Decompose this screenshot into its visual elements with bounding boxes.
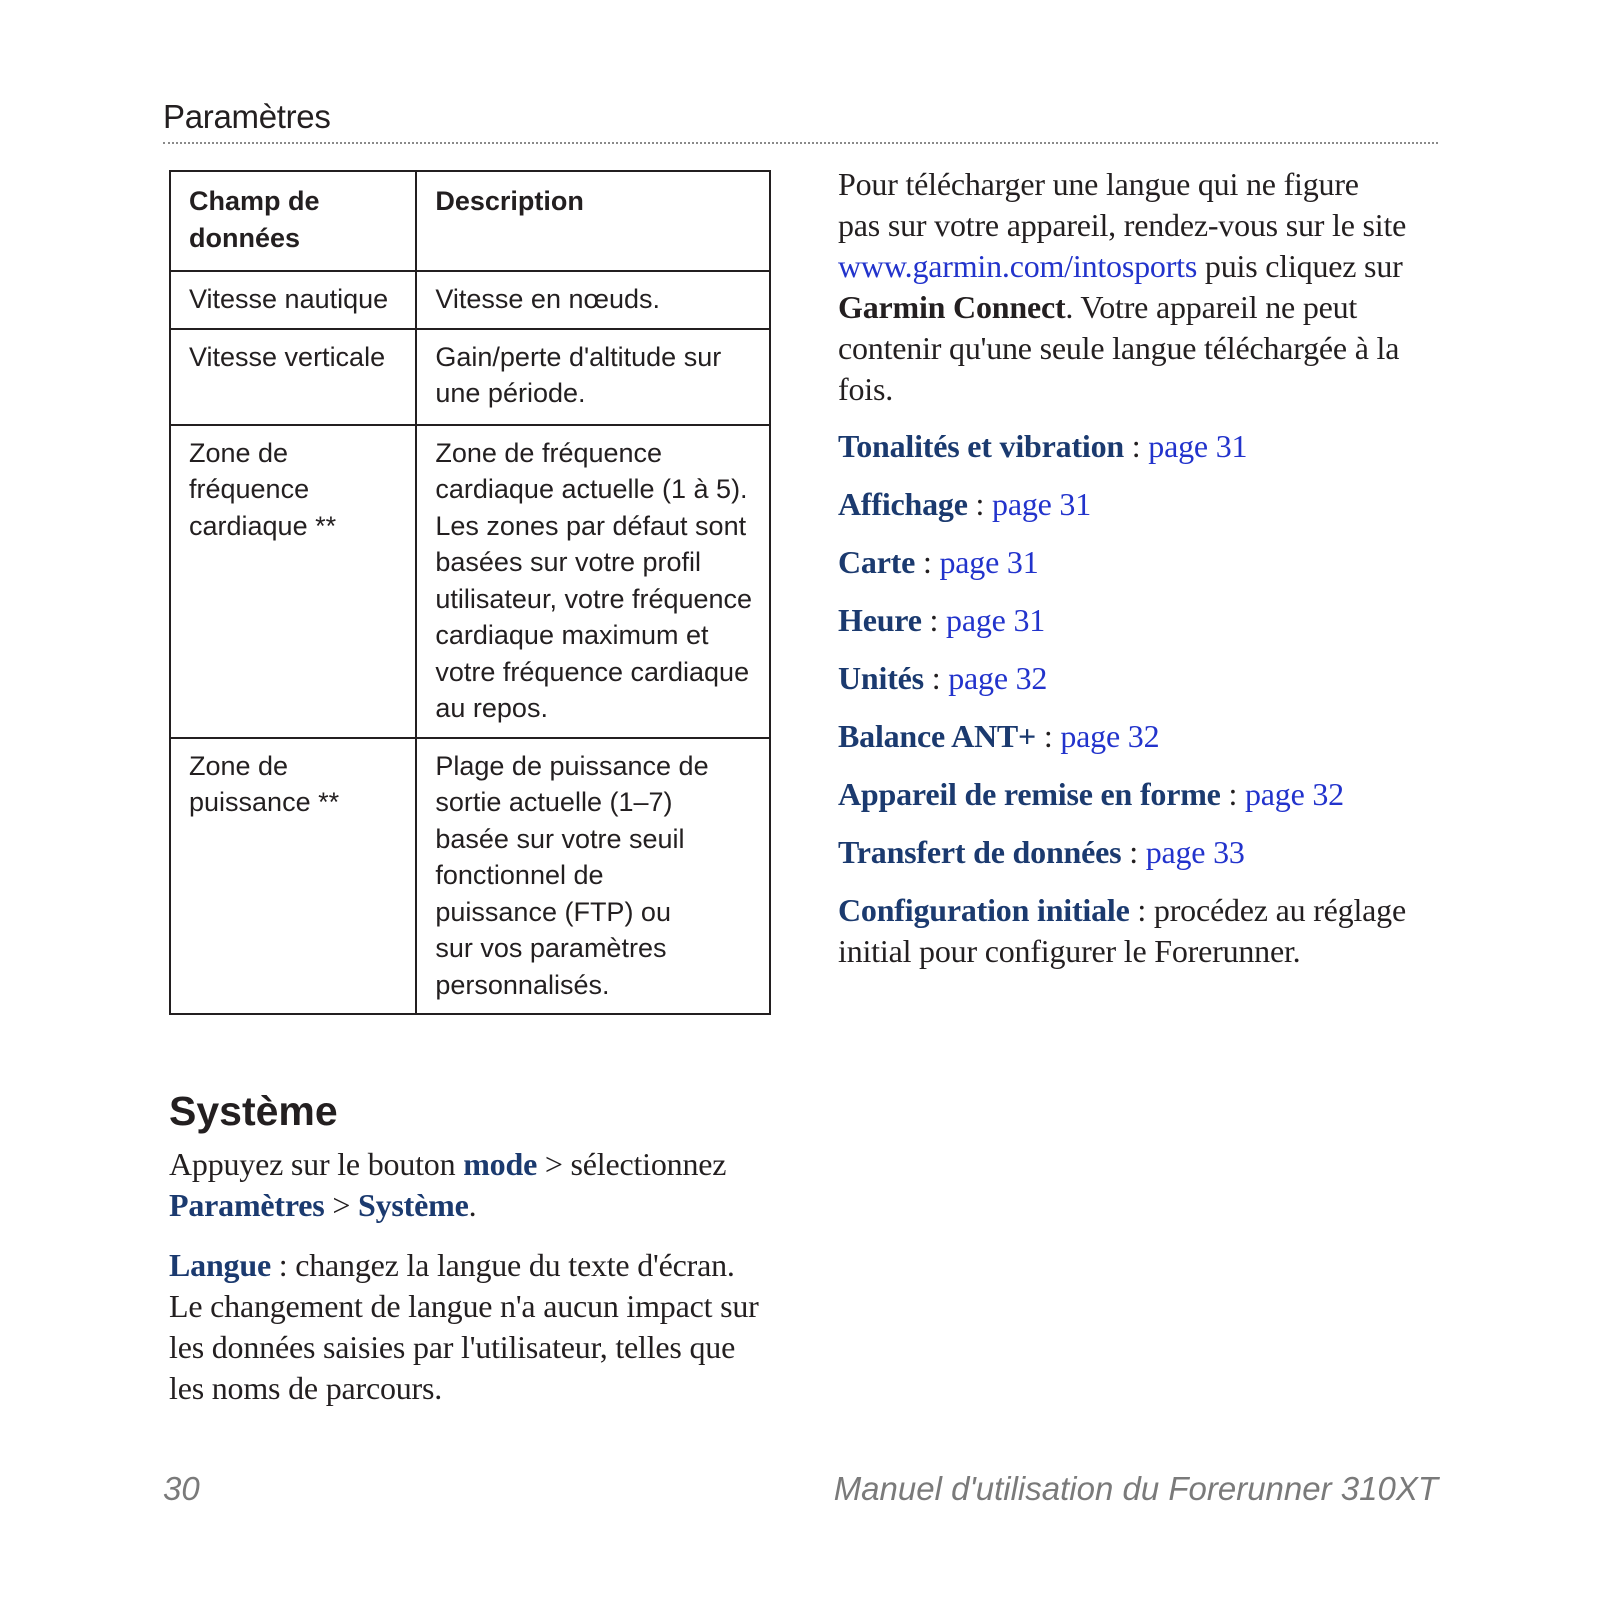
running-header: Paramètres	[163, 98, 331, 135]
download-text: . Votre appareil ne peut contenir qu'une seule langue téléchargée à la fois.	[838, 289, 1400, 407]
garmin-url-link[interactable]: www.garmin.com/intosports	[838, 248, 1198, 284]
config-paragraph	[838, 890, 1408, 972]
mode-button-ref: mode	[463, 1146, 538, 1182]
reference-separator: :	[915, 544, 940, 580]
page-number: 30	[163, 1470, 200, 1507]
reference-separator: :	[1036, 718, 1061, 754]
intro-text: .	[468, 1187, 477, 1223]
page-link[interactable]: page 31	[939, 544, 1039, 580]
right-column	[838, 164, 1438, 969]
reference-label: Carte	[838, 544, 916, 580]
langue-text: : changez la langue du texte d'écran. Le changement de langue n'a aucun impact sur les données saisies par l'utilisateur, telles que les noms de parcours.	[169, 1247, 759, 1406]
reference-separator: :	[1121, 834, 1146, 870]
garmin-connect-ref: Garmin Connect	[838, 289, 1066, 325]
column-header-field: Champ de données	[170, 171, 416, 271]
list-item	[838, 774, 1344, 815]
download-paragraph	[838, 164, 1408, 410]
intro-text: > sélectionnez	[537, 1146, 727, 1182]
table-cell-description: Gain/perte d'altitude sur une période.	[416, 329, 770, 425]
page-link[interactable]: page 33	[1145, 834, 1245, 870]
table-row	[170, 329, 770, 425]
reference-separator: :	[1220, 776, 1245, 812]
list-item	[838, 484, 1091, 525]
reference-separator: :	[921, 602, 947, 638]
page-link[interactable]: page 31	[946, 602, 1046, 638]
menu-systeme: Système	[358, 1187, 469, 1223]
table-cell-field: Vitesse verticale	[170, 329, 416, 425]
manual-title: Manuel d'utilisation du Forerunner 310XT	[833, 1470, 1438, 1507]
column-header-description: Description	[416, 171, 770, 271]
intro-separator: >	[324, 1187, 359, 1223]
table-cell-description: Vitesse en nœuds.	[416, 271, 770, 329]
page-link[interactable]: page 31	[992, 486, 1092, 522]
reference-label: Tonalités et vibration	[838, 428, 1124, 464]
reference-separator: :	[923, 660, 949, 696]
table-cell-description: Plage de puissance de sortie actuelle (1–7) basée sur votre seuil fonctionnel de puissance (FTP) ou sur vos paramètres personnalisés.	[416, 738, 770, 1015]
reference-label: Affichage	[838, 486, 968, 522]
table-cell-field: Vitesse nautique	[170, 271, 416, 329]
reference-label: Transfert de données	[838, 834, 1122, 870]
section-heading-systeme: Système	[169, 1088, 338, 1134]
header-divider	[163, 142, 1438, 144]
menu-parametres: Paramètres	[169, 1187, 325, 1223]
reference-label: Unités	[838, 660, 924, 696]
table-cell-description: Zone de fréquence cardiaque actuelle (1 à 5). Les zones par défaut sont basées sur votre profil utilisateur, votre fréquence cardiaque maximum et votre fréquence cardiaque au repos.	[416, 425, 770, 738]
reference-separator: :	[967, 486, 993, 522]
list-item	[838, 600, 1045, 641]
config-label: Configuration initiale	[838, 892, 1130, 928]
page-link[interactable]: page 31	[1148, 428, 1248, 464]
intro-text: Appuyez sur le bouton	[169, 1146, 464, 1182]
download-text: puis cliquez sur	[1197, 248, 1403, 284]
list-item	[838, 426, 1247, 467]
table-header-row	[170, 171, 770, 271]
reference-label: Heure	[838, 602, 922, 638]
list-item	[838, 832, 1245, 873]
page-link[interactable]: page 32	[948, 660, 1048, 696]
table-cell-field: Zone de puissance **	[170, 738, 416, 1015]
data-fields-table	[169, 170, 771, 1015]
page-link[interactable]: page 32	[1060, 718, 1160, 754]
reference-separator: :	[1124, 428, 1149, 464]
reference-label: Appareil de remise en forme	[838, 776, 1221, 812]
config-text: : procédez au réglage initial pour configurer le Forerunner.	[838, 892, 1406, 969]
list-item	[838, 658, 1047, 699]
list-item	[838, 542, 1039, 583]
table-row	[170, 738, 770, 1015]
table-cell-field: Zone de fréquence cardiaque **	[170, 425, 416, 738]
langue-label: Langue	[169, 1247, 271, 1283]
page-link[interactable]: page 32	[1244, 776, 1344, 812]
reference-label: Balance ANT+	[838, 718, 1037, 754]
download-text: Pour télécharger une langue qui ne figure pas sur votre appareil, rendez-vous sur le site	[838, 166, 1407, 243]
list-item	[838, 716, 1159, 757]
table-row	[170, 425, 770, 738]
langue-paragraph	[169, 1245, 769, 1409]
system-intro-paragraph	[169, 1144, 769, 1226]
table-row	[170, 271, 770, 329]
